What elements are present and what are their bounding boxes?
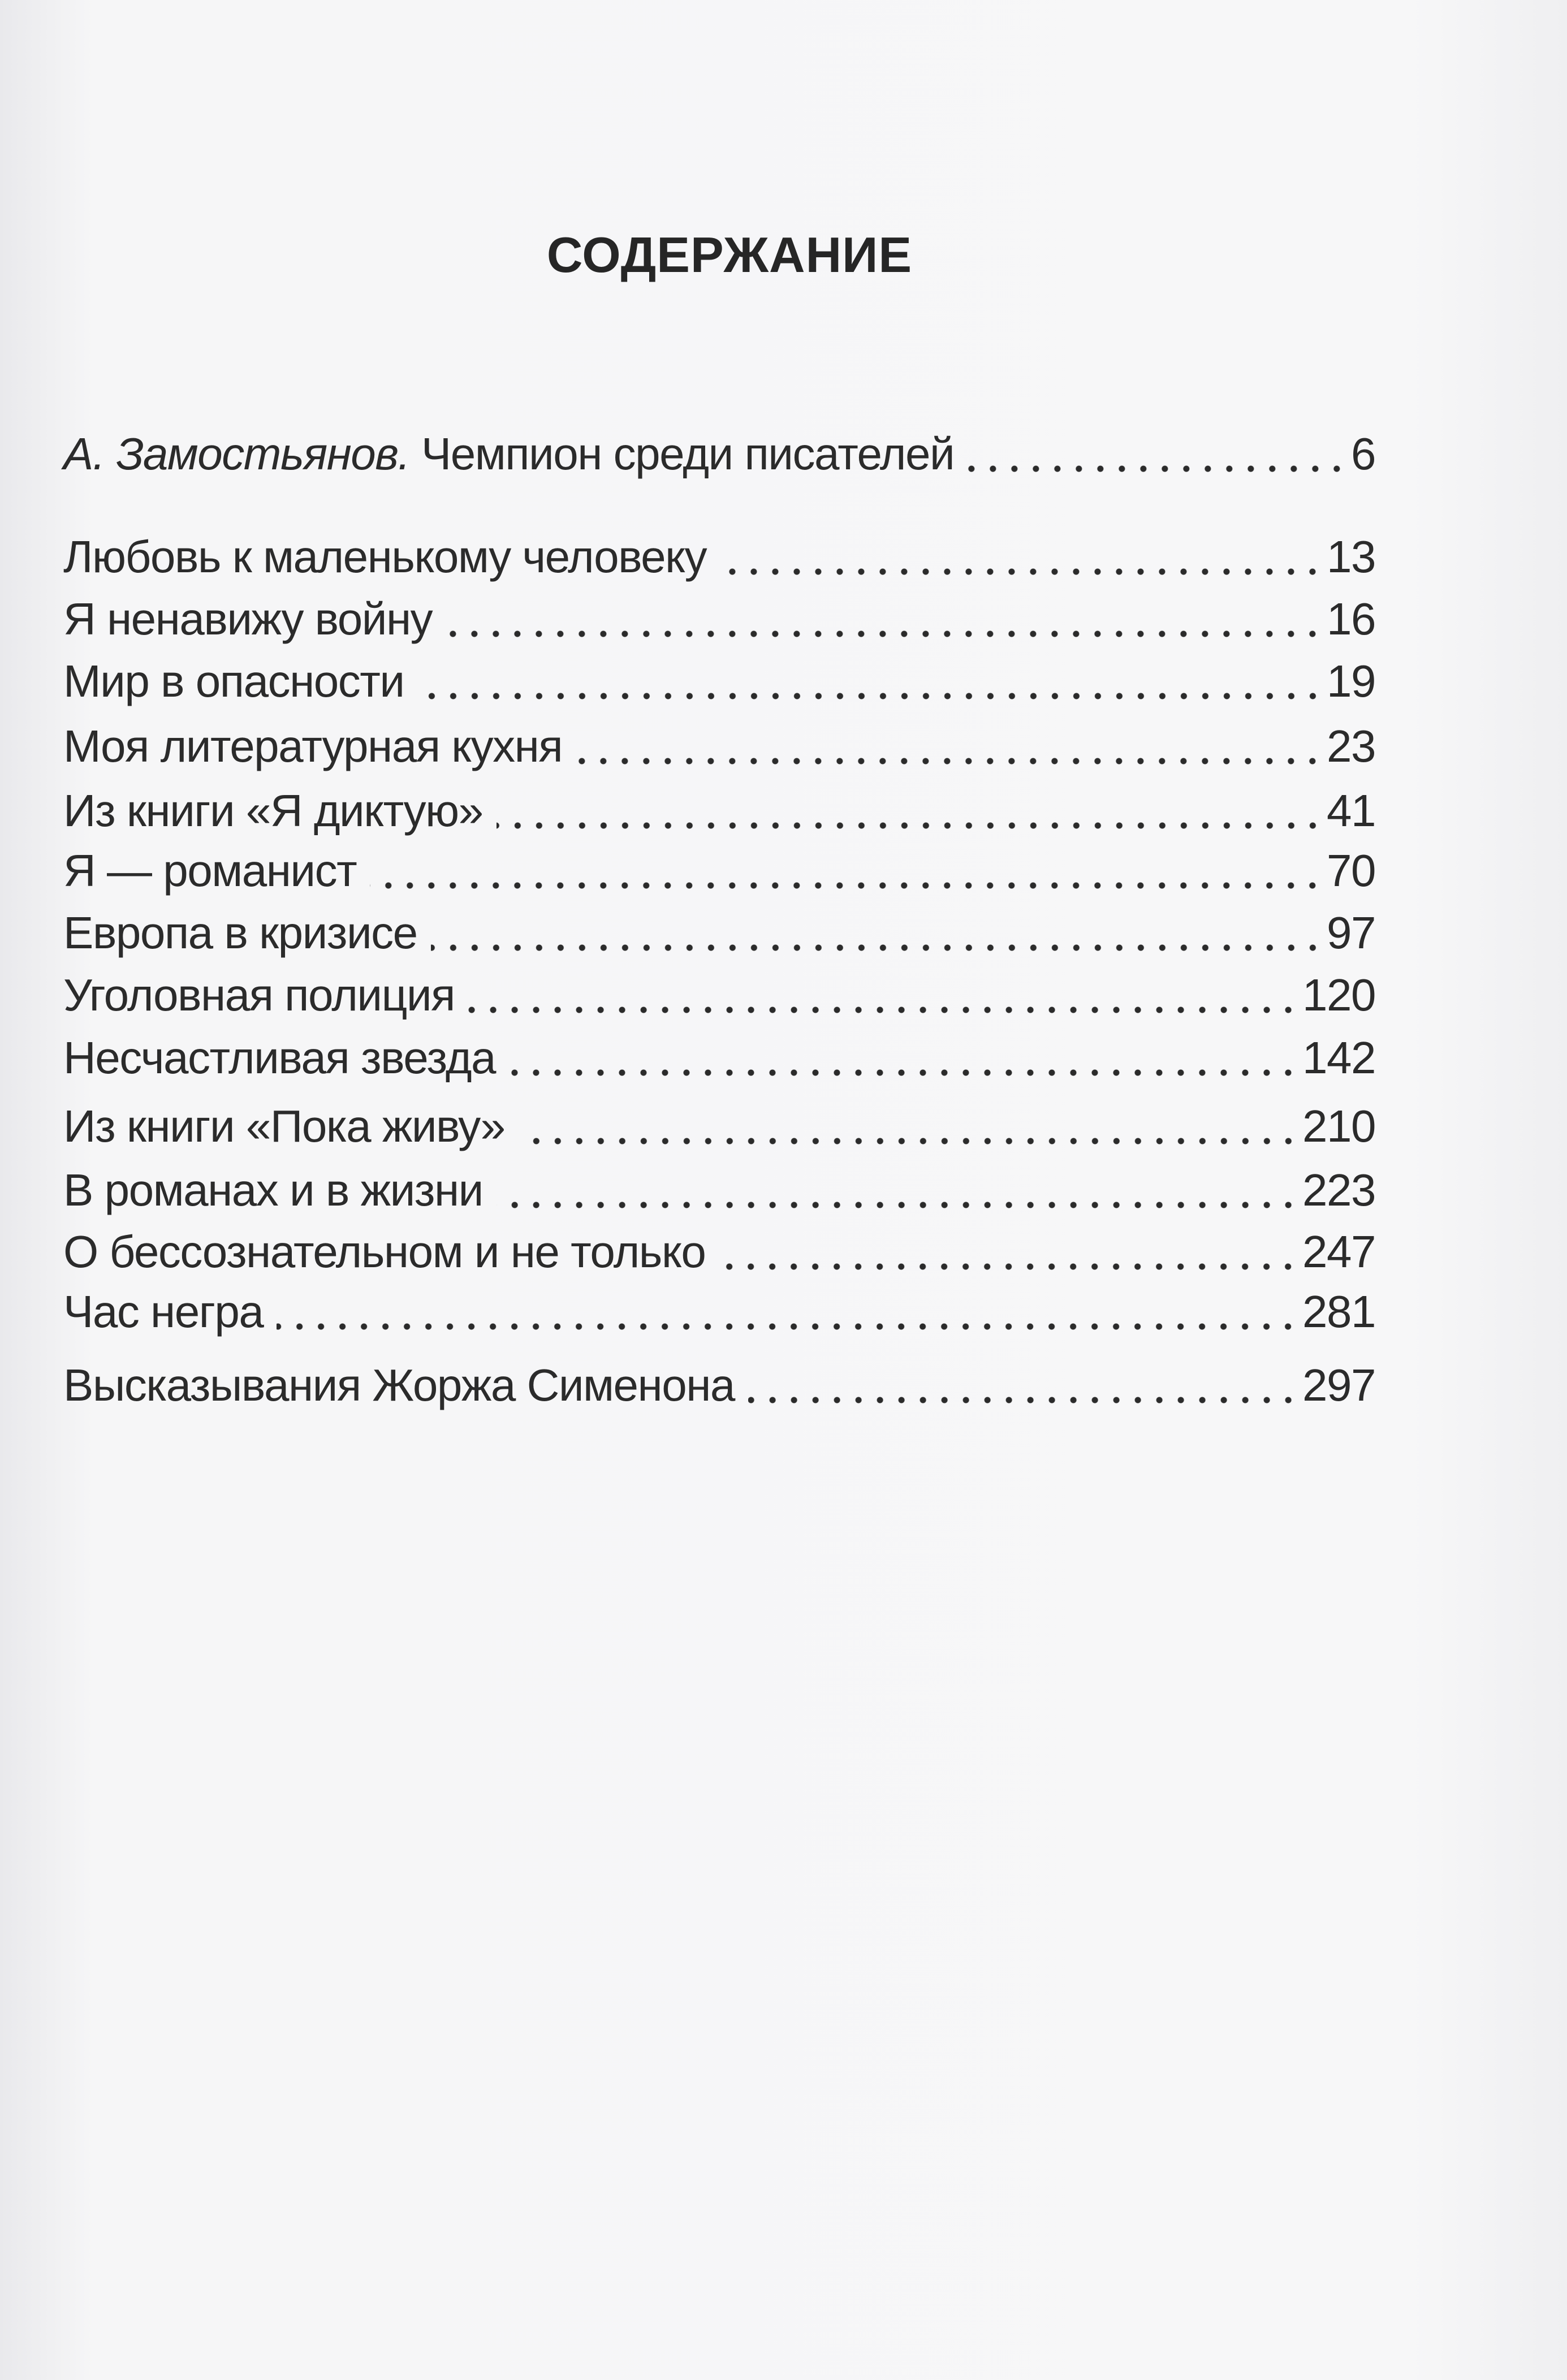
dot-leader [418, 692, 1323, 700]
toc-entry-label: Из книги «Пока живу» [63, 1101, 505, 1151]
toc-entry-label: Я — романист [63, 845, 357, 896]
toc-entry [63, 588, 1375, 650]
dot-leader [519, 1137, 1299, 1145]
page-title: СОДЕРЖАНИЕ [546, 227, 913, 283]
toc-entry-page: 16 [1327, 594, 1375, 644]
dot-leader [576, 757, 1323, 765]
toc-entry-page: 41 [1327, 785, 1375, 836]
toc-entry-label: Любовь к маленькому человеку [63, 532, 707, 582]
toc-entry-label: Моя литературная кухня [63, 721, 563, 771]
toc-entry-label: Несчастливая звезда [63, 1033, 496, 1083]
toc-entry [63, 1354, 1375, 1416]
toc-entry [63, 902, 1375, 964]
toc-entry-label: О бессознательном и не только [63, 1226, 706, 1277]
toc-entry-page: 6 [1351, 429, 1375, 479]
dot-leader [446, 630, 1323, 638]
dot-leader [719, 1263, 1299, 1271]
toc-entry [63, 1159, 1375, 1221]
dot-leader [509, 1069, 1299, 1077]
toc-entry [63, 1281, 1375, 1343]
dot-leader [497, 822, 1323, 830]
toc-entry-page: 210 [1302, 1101, 1375, 1151]
toc-entry-page: 281 [1302, 1286, 1375, 1337]
dot-leader [468, 1006, 1299, 1014]
dot-leader [968, 465, 1348, 473]
toc-entry-label: Из книги «Я диктую» [63, 785, 483, 836]
toc-entry-page: 120 [1302, 970, 1375, 1020]
dot-leader [277, 1323, 1299, 1331]
toc-entry [63, 1095, 1375, 1157]
toc-entry-page: 97 [1327, 908, 1375, 958]
toc-entry-title: Чемпион среди писателей [409, 429, 955, 479]
toc-entry-label: Европа в кризисе [63, 908, 417, 958]
toc-entry-page: 13 [1327, 532, 1375, 582]
toc-entry [63, 964, 1375, 1026]
toc-entry-label [63, 431, 954, 477]
dot-leader [370, 882, 1323, 889]
toc-entry [63, 715, 1375, 778]
toc-entry-page: 223 [1302, 1165, 1375, 1215]
toc-entry-label: Я ненавижу войну [63, 594, 433, 644]
toc-entry [63, 423, 1375, 485]
toc-entry-page: 142 [1302, 1033, 1375, 1083]
toc-entry-label: Уголовная полиция [63, 970, 455, 1020]
toc-entry-page: 70 [1327, 845, 1375, 896]
toc-entry-page: 23 [1327, 721, 1375, 771]
toc-entry-label: В романах и в жизни [63, 1165, 483, 1215]
toc-entry-author: А. Замостьянов. [63, 429, 410, 479]
toc-entry-page: 19 [1327, 656, 1375, 706]
toc-entry [63, 1221, 1375, 1283]
dot-leader [431, 944, 1323, 952]
toc-entry-page: 247 [1302, 1226, 1375, 1277]
toc-entry [63, 526, 1375, 588]
toc-entry [63, 650, 1375, 712]
toc-entry [63, 840, 1375, 902]
toc-entry [63, 1027, 1375, 1089]
toc-entry-label: Мир в опасности [63, 656, 404, 706]
dot-leader [748, 1396, 1299, 1404]
dot-leader [497, 1201, 1299, 1209]
toc-entry [63, 780, 1375, 842]
toc-entry-page: 297 [1302, 1360, 1375, 1410]
toc-entry-label: Час негра [63, 1286, 264, 1337]
toc-entry-label: Высказывания Жоржа Сименона [63, 1360, 735, 1410]
dot-leader [720, 568, 1323, 576]
